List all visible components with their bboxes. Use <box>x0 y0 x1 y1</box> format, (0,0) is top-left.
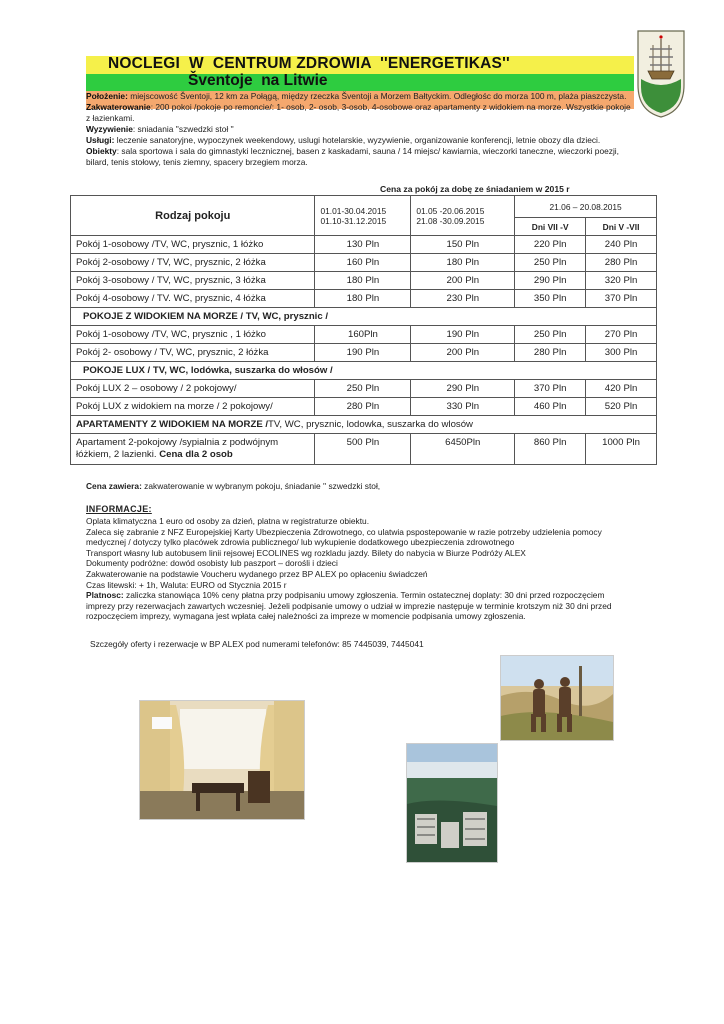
informacje-heading: INFORMACJE: <box>86 504 152 514</box>
obiekty-text: : sala sportowa i sala do gimnastyki lecznicznej, basen z kaskadami, sauna / 14 miejsc/ kawiarnia, wieczorki taneczne, wieczorki poezji, bilard, tenis stołowy, tenis ziemny, spacery brzegiem morza. <box>86 146 619 167</box>
price-period1: 130 Pln <box>315 236 411 254</box>
price-dni-v-vii: 300 Pln <box>586 344 657 362</box>
platnosc-label: Platnosc: <box>86 590 124 601</box>
price-dni-vii-v: 250 Pln <box>515 254 586 272</box>
cena-zawiera <box>86 481 380 491</box>
column-header-rodzaj: Rodzaj pokoju <box>71 196 315 236</box>
table-row <box>71 380 657 398</box>
price-period2: 330 Pln <box>411 398 515 416</box>
table-row <box>71 236 657 254</box>
price-table <box>70 195 657 465</box>
platnosc-text: zaliczka stanowiąca 10% ceny płatna przy podpisaniu umowy zgłoszenia. Termin ostatecznej doplaty: 30 dni przed rozpoczęciem imprezy przy rezerwacjach zawartych wczesniej. Jeżeli podpisanie umowy o udział w imprezie następuje w terminie krotszym niż 30 dni przed rozpoczęciem imprezy, wymagana jest wpłata całej należności za impreze w momencie podpisania umowy zgłoszenia. <box>86 590 612 622</box>
wyzywienie-text: : sniadania ''szwedzki stoł '' <box>132 124 234 134</box>
price-dni-v-vii: 270 Pln <box>586 326 657 344</box>
section-apt-rest: TV, WC, prysznic, lodowka, suszarka do wlosów <box>268 419 473 430</box>
price-period1: 280 Pln <box>315 398 411 416</box>
table-header-row <box>71 196 657 218</box>
zakwaterowanie-text: : 200 pokoi /pokoje po remoncie/: 1- osob, 2- osob, 3-osob, 4-osobowe oraz apartamenty z widokiem na morze. Wszystkie pokoje z łazienkami. <box>86 102 631 123</box>
price-period2: 230 Pln <box>411 290 515 308</box>
section-lux-label: POKOJE LUX / TV, WC, lodówka, suszarka do włosów / <box>71 362 657 380</box>
info-section <box>86 91 634 168</box>
wyzywienie-label: Wyzywienie <box>86 124 133 134</box>
price-dni-vii-v: 250 Pln <box>515 326 586 344</box>
price-dni-vii-v: 220 Pln <box>515 236 586 254</box>
period2-line1: 01.05 -20.06.2015 <box>416 205 485 216</box>
price-caption: Cena za pokój za dobę ze śniadaniem w 2015 r <box>380 184 570 194</box>
table-row <box>71 326 657 344</box>
obiekty-label: Obiekty <box>86 146 117 156</box>
coat-of-arms-image <box>636 27 686 119</box>
price-dni-v-vii: 320 Pln <box>586 272 657 290</box>
contact-line: Szczegóły oferty i rezerwacje w BP ALEX pod numerami telefonów: 85 7445039, 7445041 <box>90 639 424 649</box>
polozenie-text: miejscowość Šventoji, 12 km za Połągą, między rzeczka Šventoji a Morzem Bałtyckim. Odległośc do morza 100 m, plaża piaszczysta. <box>127 91 627 101</box>
hotel-room-photo <box>139 700 305 820</box>
price-period1: 180 Pln <box>315 272 411 290</box>
apartment-name-cell <box>71 434 315 465</box>
price-dni-vii-v: 290 Pln <box>515 272 586 290</box>
price-period1: 160 Pln <box>315 254 411 272</box>
header-band-green <box>86 74 634 91</box>
statue-photo <box>500 655 614 741</box>
apartment-price-1: 500 Pln <box>315 434 411 465</box>
zakwaterowanie-label: Zakwaterowanie <box>86 102 151 112</box>
informacje-line: Oplata klimatyczna 1 euro od osoby za dzień, platna w registraturze obiektu. <box>86 516 370 526</box>
section-apartments <box>71 416 657 434</box>
price-period2: 200 Pln <box>411 344 515 362</box>
table-row <box>71 290 657 308</box>
price-period1: 180 Pln <box>315 290 411 308</box>
informacje-body <box>86 516 634 622</box>
price-dni-vii-v: 280 Pln <box>515 344 586 362</box>
price-dni-v-vii: 280 Pln <box>586 254 657 272</box>
column-header-period1 <box>315 196 411 236</box>
column-header-dni-v-vii: Dni V -VII <box>586 218 657 236</box>
price-period1: 160Pln <box>315 326 411 344</box>
price-dni-vii-v: 460 Pln <box>515 398 586 416</box>
price-period2: 190 Pln <box>411 326 515 344</box>
zakwaterowanie-line <box>86 102 634 124</box>
table-row <box>71 344 657 362</box>
room-name: Pokój 4-osobowy / TV. WC, prysznic, 4 łóżka <box>71 290 315 308</box>
uslugi-text: leczenie sanatoryjne, wypoczynek weekendowy, uslugi hotelarskie, wyzywienie, organizowanie konferencji, letnie obozy dla dzieci. <box>114 135 601 145</box>
cena-text: zakwaterowanie w wybranym pokoju, śniadanie '' szwedzki stoł, <box>141 481 381 491</box>
price-period1: 190 Pln <box>315 344 411 362</box>
price-dni-v-vii: 420 Pln <box>586 380 657 398</box>
informacje-line: Transport własny lub autobusem linii rejsowej ECOLINES wg rozkladu jazdy. Bilety do nabycia w Biurze Podróży ALEX <box>86 547 526 558</box>
polozenie-label: Położenie: <box>86 91 128 101</box>
apartment-price-2: 6450Pln <box>411 434 515 465</box>
section-sea-label: POKOJE Z WIDOKIEM NA MORZE / TV, WC, prysznic / <box>71 308 657 326</box>
price-dni-vii-v: 370 Pln <box>515 380 586 398</box>
apartment-price-4: 1000 Pln <box>586 434 657 465</box>
price-dni-v-vii: 520 Pln <box>586 398 657 416</box>
page-subtitle: Šventoje na Litwie <box>188 72 328 89</box>
table-row <box>71 398 657 416</box>
section-row-sea-view <box>71 308 657 326</box>
price-dni-v-vii: 240 Pln <box>586 236 657 254</box>
column-header-dni-vii-v: Dni VII -V <box>515 218 586 236</box>
room-name: Pokój 2-osobowy / TV, WC, prysznic, 2 łóżka <box>71 254 315 272</box>
table-row <box>71 254 657 272</box>
room-name: Pokój LUX z widokiem na morze / 2 pokojowy/ <box>71 398 315 416</box>
section-apt-bold: APARTAMENTY Z WIDOKIEM NA MORZE / <box>76 419 269 430</box>
informacje-line: Zakwaterowanie na podstawie Voucheru wydanego przez BP ALEX po opłaceniu świadczeń <box>86 568 428 579</box>
period2-line2: 21.08 -30.09.2015 <box>416 215 485 226</box>
room-name: Pokój 2- osobowy / TV, WC, prysznic, 2 łóżka <box>71 344 315 362</box>
price-period1: 250 Pln <box>315 380 411 398</box>
apartment-price-3: 860 Pln <box>515 434 586 465</box>
room-name: Pokój LUX 2 – osobowy / 2 pokojowy/ <box>71 380 315 398</box>
apartment-name: Apartament 2-pokojowy /sypialnia z podwójnym łóżkiem, 2 lazienki. <box>76 437 279 460</box>
informacje-line: Czas litewski: + 1h, Waluta: EURO od Stycznia 2015 r <box>86 579 287 590</box>
uslugi-line <box>86 135 634 146</box>
resort-aerial-photo <box>406 743 498 863</box>
polozenie-line <box>86 91 634 102</box>
apartment-price-note: Cena dla 2 osob <box>159 449 233 460</box>
price-period2: 180 Pln <box>411 254 515 272</box>
room-name: Pokój 3-osobowy / TV, WC, prysznic, 3 łóżka <box>71 272 315 290</box>
informacje-line: Dokumenty podróżne: dowód osobisty lub paszport – dorośli i dzieci <box>86 558 338 569</box>
period1-line1: 01.01-30.04.2015 <box>320 205 387 216</box>
section-row-apartments <box>71 416 657 434</box>
room-name: Pokój 1-osobowy /TV, WC, prysznic, 1 łóżko <box>71 236 315 254</box>
platnosc-line <box>86 590 634 622</box>
room-name: Pokój 1-osobowy /TV, WC, prysznic , 1 łóżko <box>71 326 315 344</box>
price-dni-v-vii: 370 Pln <box>586 290 657 308</box>
informacje-line: Zaleca się zabranie z NFZ Europejskiej Karty Ubezpieczenia Zdrowotnego, co ulatwia pspostepowanie w razie potrzeby udzielenia pomocy medycznej / dotyczy tylko placówek zdrowia publicznego/ lub wykupienie dodatkowego ubezpieczenia zdrowotnego <box>86 526 602 548</box>
wyzywienie-line <box>86 124 634 135</box>
table-row <box>71 272 657 290</box>
cena-label: Cena zawiera: <box>86 481 142 491</box>
price-period2: 150 Pln <box>411 236 515 254</box>
table-row <box>71 434 657 465</box>
section-row-lux <box>71 362 657 380</box>
period1-line2: 01.10-31.12.2015 <box>320 215 387 226</box>
page-title: NOCLEGI W CENTRUM ZDROWIA ''ENERGETIKAS'' <box>108 55 510 72</box>
price-period2: 200 Pln <box>411 272 515 290</box>
price-period2: 290 Pln <box>411 380 515 398</box>
obiekty-line <box>86 146 634 168</box>
price-dni-vii-v: 350 Pln <box>515 290 586 308</box>
column-header-period3: 21.06 – 20.08.2015 <box>515 196 657 218</box>
uslugi-label: Usługi: <box>86 135 115 145</box>
column-header-period2 <box>411 196 515 236</box>
